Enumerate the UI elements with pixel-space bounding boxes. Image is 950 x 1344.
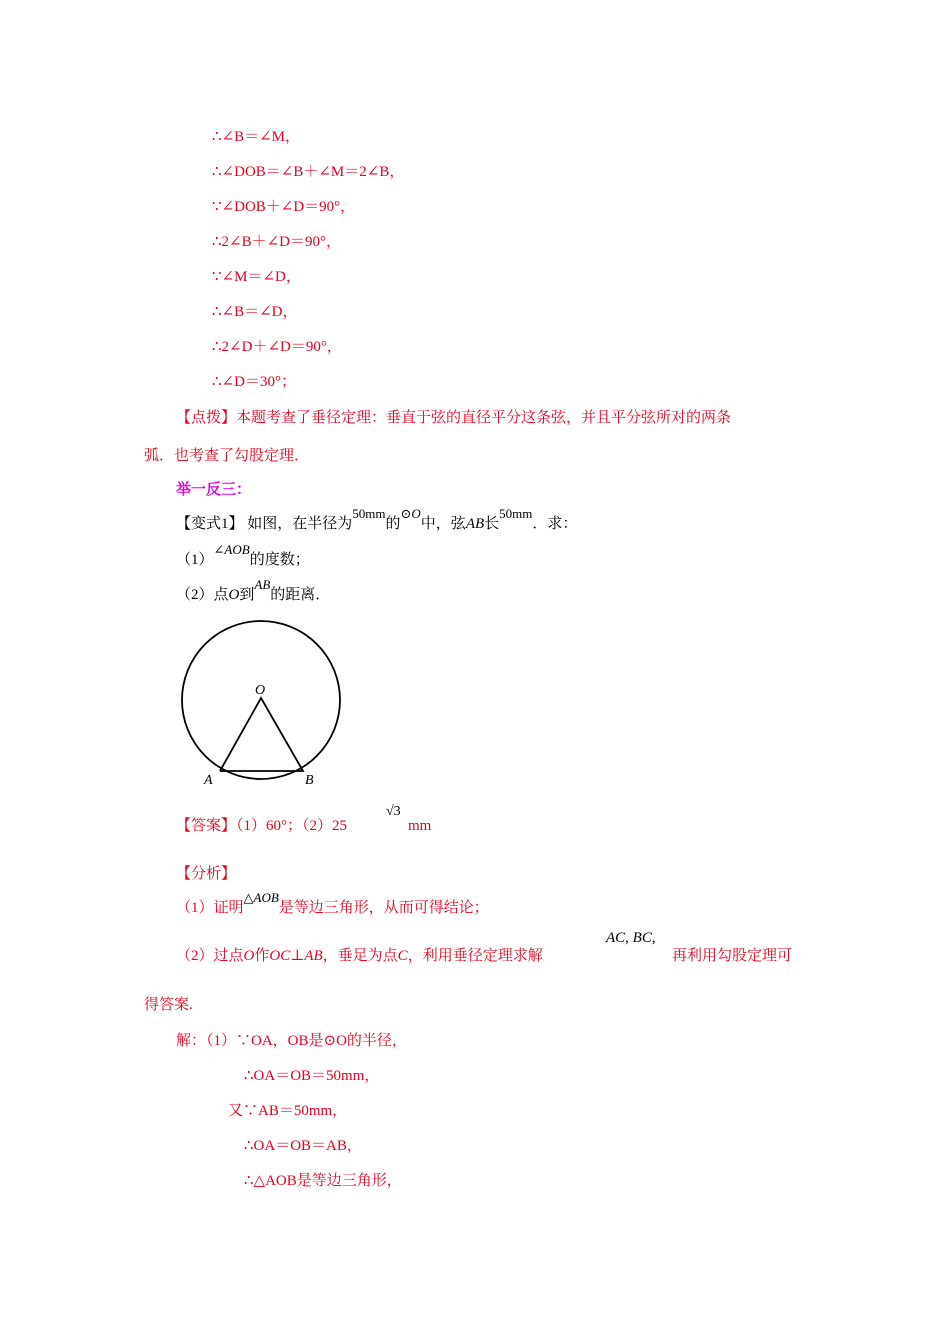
solution-line-6: ∴∠B＝∠D， xyxy=(212,304,298,320)
solution-line-4: ∴2∠B＋∠D＝90°， xyxy=(212,234,342,250)
circle-triangle-figure xyxy=(176,612,348,790)
answer-line: 【答案】（1）60°；（2）25 xyxy=(176,818,347,834)
variant-statement: 【变式1】 如图，在半径为50mm的⊙O中，弦AB长50mm．求： xyxy=(176,506,578,532)
tip-line-2: 弧．也考查了勾股定理． xyxy=(144,448,310,464)
variant-question-2: （2）点O到AB的距离． xyxy=(176,577,331,603)
section-heading: 举一反三： xyxy=(176,482,252,498)
solution-line-3: ∵∠DOB＋∠D＝90°， xyxy=(212,199,356,215)
solution-line-8: ∴∠D＝30°； xyxy=(212,374,296,390)
analysis-line-3: 得答案. xyxy=(144,997,193,1013)
solution-step-4: ∴OA＝OB＝AB， xyxy=(244,1138,362,1154)
label-o: O xyxy=(255,683,266,698)
solution-line-1: ∴∠B＝∠M， xyxy=(212,129,301,145)
analysis-line-2: （2）过点O作OC⊥AB，垂足为点C，利用垂径定理求解 xyxy=(176,948,543,964)
solution-step-3: 又∵AB＝50mm， xyxy=(228,1103,348,1119)
solution-line-7: ∴2∠D＋∠D＝90°， xyxy=(212,339,342,355)
solution-line-2: ∴∠DOB＝∠B＋∠M＝2∠B， xyxy=(212,164,405,180)
circle-outline xyxy=(182,621,340,779)
analysis-line-1: （1）证明△AOB是等边三角形，从而可得结论； xyxy=(176,890,489,916)
label-a: A xyxy=(204,773,213,788)
analysis-ac-bc: AC, BC, xyxy=(606,930,656,946)
solution-step-1: 解：（1）∵OA，OB是⊙O的半径， xyxy=(176,1033,407,1049)
solution-step-5: ∴△AOB是等边三角形， xyxy=(244,1173,402,1189)
solution-line-5: ∵∠M＝∠D， xyxy=(212,269,301,285)
analysis-heading: 【分析】 xyxy=(176,866,237,882)
variant-question-1: （1）∠AOB的度数； xyxy=(176,542,310,568)
analysis-line-2-end: 再利用勾股定理可 xyxy=(672,948,793,964)
label-b: B xyxy=(305,773,314,788)
tip-line-1: 【点拨】本题考查了垂径定理：垂直于弦的直径平分这条弦，并且平分弦所对的两条 xyxy=(176,410,732,426)
solution-step-2: ∴OA＝OB＝50mm， xyxy=(244,1068,380,1084)
answer-radical: √3 xyxy=(386,804,401,819)
answer-unit: mm xyxy=(408,818,432,834)
triangle-aob xyxy=(220,698,303,771)
